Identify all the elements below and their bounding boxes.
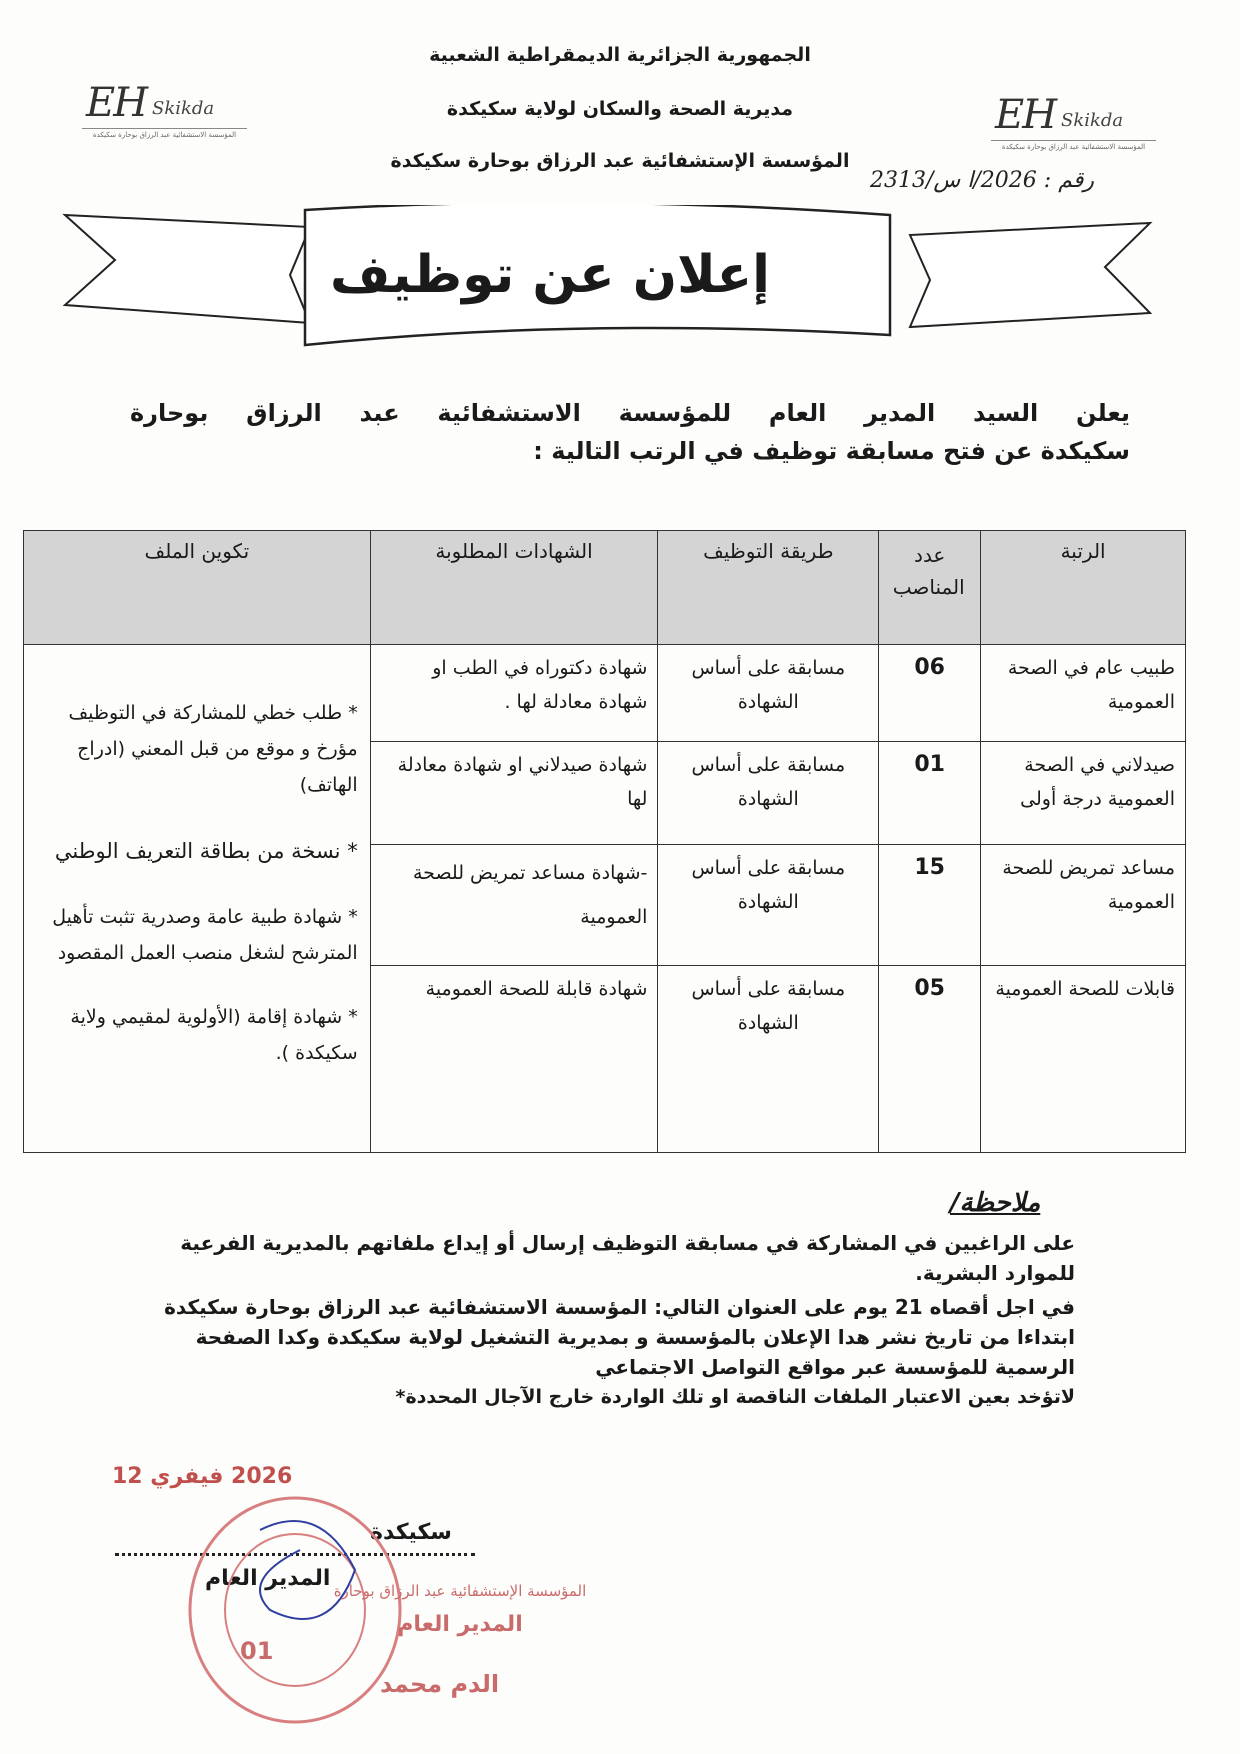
file-item: * شهادة إقامة (الأولوية لمقيمي ولاية سكيكدة ). bbox=[70, 1006, 358, 1064]
stamp-line-2: المدير العام bbox=[397, 1612, 523, 1637]
logo-left-eh: EH bbox=[86, 80, 147, 126]
logo-right-caption: المؤسسة الاستشفائية عبد الرزاق بوحارة سكيكدة bbox=[991, 140, 1156, 151]
row-rank: صيدلاني في الصحة العمومية درجة أولى bbox=[981, 742, 1186, 845]
file-item: * شهادة طبية عامة وصدرية تثبت تأهيل المترشح لشغل منصب العمل المقصود bbox=[52, 906, 358, 964]
row-diploma: شهادة دكتوراه في الطب او شهادة معادلة لها . bbox=[370, 645, 658, 742]
col-positions-label: عدد المناصب bbox=[892, 543, 965, 599]
col-file: تكوين الملف bbox=[24, 531, 371, 645]
banner-title: إعلان عن توظيف bbox=[330, 245, 770, 305]
notes-title: ملاحظة/ bbox=[950, 1188, 1041, 1218]
row-positions: 05 bbox=[879, 966, 981, 1153]
header-directorate: مديرية الصحة والسكان لولاية سكيكدة bbox=[446, 98, 794, 120]
stamp-line-1: المؤسسة الإستشفائية عبد الرزاق بوحارة bbox=[333, 1582, 587, 1600]
intro-line-1: يعلن السيد المدير العام للمؤسسة الاستشفائية عبد الرزاق بوحارة bbox=[130, 399, 1130, 427]
row-positions: 06 bbox=[879, 645, 981, 742]
row-positions: 15 bbox=[879, 845, 981, 966]
notes-line-2: في اجل أقصاه 21 يوم على العنوان التالي: المؤسسة الاستشفائية عبد الرزاق بوحارة سكيكدة bbox=[164, 1295, 1075, 1319]
logo-right bbox=[985, 90, 1155, 160]
row-diploma: شهادة قابلة للصحة العمومية bbox=[370, 966, 658, 1153]
row-rank: طبيب عام في الصحة العمومية bbox=[981, 645, 1186, 742]
row-method: مسابقة على أساس الشهادة bbox=[658, 645, 879, 742]
header-republic: الجمهورية الجزائرية الديمقراطية الشعبية bbox=[429, 44, 811, 66]
signer-name: الدم محمد bbox=[380, 1670, 500, 1698]
header-institution: المؤسسة الإستشفائية عبد الرزاق بوحارة سكيكدة bbox=[390, 150, 850, 172]
logo-left-caption: المؤسسة الاستشفائية عبد الرزاق بوحارة سكيكدة bbox=[82, 128, 247, 139]
row-rank: مساعد تمريض للصحة العمومية bbox=[981, 845, 1186, 966]
recruitment-table bbox=[23, 530, 1186, 1153]
date-stamp: 2026 فيفري 12 bbox=[112, 1464, 293, 1489]
file-item: * نسخة من بطاقة التعريف الوطني bbox=[54, 839, 358, 863]
notes-line-3: ابتداءا من تاريخ نشر هدا الإعلان بالمؤسسة و بمديرية التشغيل لولاية سكيكدة وكدا الصفحة bbox=[195, 1325, 1075, 1349]
col-method: طريقة التوظيف bbox=[658, 531, 879, 645]
signature-city: سكيكدة bbox=[370, 1520, 452, 1545]
notes-line-5: لاتؤخد بعين الاعتبار الملفات الناقصة او تلك الواردة خارج الآجال المحددة* bbox=[395, 1386, 1075, 1408]
row-rank: قابلات للصحة العمومية bbox=[981, 966, 1186, 1153]
logo-right-city: Skikda bbox=[1061, 110, 1124, 131]
logo-left-city: Skikda bbox=[152, 98, 215, 119]
stamp-number: 01 bbox=[240, 1637, 274, 1665]
file-item: * طلب خطي للمشاركة في التوظيف مؤرخ و موقع من قبل المعني (ادراج الهاتف) bbox=[68, 702, 358, 796]
row-diploma: -شهادة مساعد تمريض للصحة العمومية bbox=[370, 845, 658, 966]
notes-line-4: الرسمية للمؤسسة عبر مواقع التواصل الاجتماعي bbox=[595, 1355, 1075, 1379]
col-positions bbox=[879, 531, 981, 645]
row-method: مسابقة على أساس الشهادة bbox=[658, 845, 879, 966]
row-positions: 01 bbox=[879, 742, 981, 845]
official-round-stamp bbox=[180, 1490, 410, 1730]
col-diplomas: الشهادات المطلوبة bbox=[370, 531, 658, 645]
row-method: مسابقة على أساس الشهادة bbox=[658, 966, 879, 1153]
logo-left bbox=[76, 78, 246, 148]
signature-role: المدير العام bbox=[205, 1566, 331, 1591]
table-header-row bbox=[24, 531, 1186, 645]
col-rank: الرتبة bbox=[981, 531, 1186, 645]
reference-number: رقم : 2026/ا س/2313 bbox=[870, 168, 1094, 193]
intro-line-2: سكيكدة عن فتح مسابقة توظيف في الرتب التالية : bbox=[533, 437, 1130, 465]
row-method: مسابقة على أساس الشهادة bbox=[658, 742, 879, 845]
table-row bbox=[24, 645, 1186, 742]
row-diploma: شهادة صيدلاني او شهادة معادلة لها bbox=[370, 742, 658, 845]
notes-line-1: على الراغبين في المشاركة في مسابقة التوظيف إرسال أو إيداع ملفاتهم بالمديرية الفرعية للموارد البشرية. bbox=[180, 1231, 1075, 1285]
file-contents-cell bbox=[24, 645, 371, 1153]
logo-right-eh: EH bbox=[995, 92, 1056, 138]
